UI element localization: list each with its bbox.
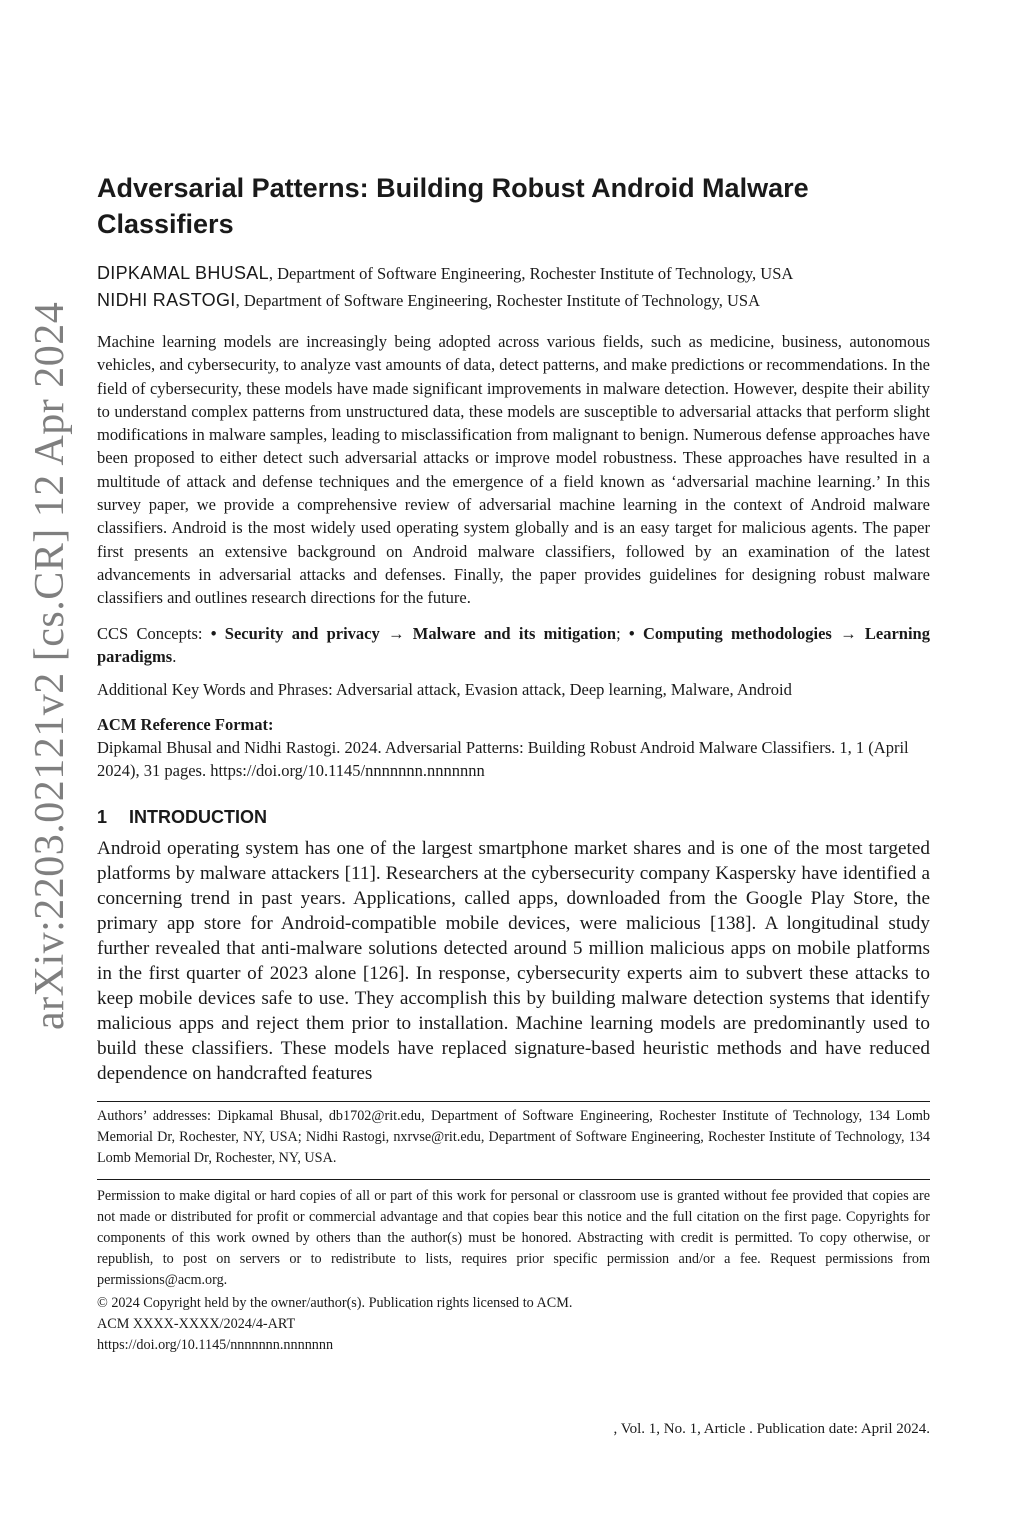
doi-link[interactable]: https://doi.org/10.1145/nnnnnnn.nnnnnnn xyxy=(97,1336,334,1353)
paper-title-line1: Adversarial Patterns: Building Robust Android Malware xyxy=(97,173,809,203)
ccs-concept-2: • Computing methodologies → Learning paradigms xyxy=(97,623,930,666)
paper-title-line2: Classifiers xyxy=(97,209,234,239)
authors-addresses: Authors’ addresses: Dipkamal Bhusal, db1702@rit.edu, Department of Software Engineering, Rochester Institute of Technology, 134 Lomb Memorial Dr, Rochester, NY, USA; Nidhi Rastogi, nxrvse@rit.edu, Department of Software Engineering, Rochester Institute of Technology, 134 Lomb Memorial Dr, Rochester, NY, USA. xyxy=(97,1107,930,1166)
introduction-body: Android operating system has one of the largest smartphone market shares and is one of the most targeted platforms by malware attackers [11]. Researchers at the cybersecurity company Kaspersky have identified a concerning trend in past years. Applications, called apps, downloaded from the Google Play Store, the primary app store for Android-compatible mobile devices, were malicious [138]. A longitudinal study further revealed that anti-malware solutions detected around 5 million malicious apps on mobile platforms in the first quarter of 2023 alone [126]. In response, cybersecurity experts aim to subvert these attacks to keep mobile devices safe to use. They accomplish this by building malware detection systems that identify malicious apps and reject them prior to installation. Machine learning models are predominantly used to build these classifiers. These models have replaced signature-based heuristic methods and have reduced dependence on handcrafted features xyxy=(97,837,930,1085)
author-line-2 xyxy=(97,287,930,314)
permission-notice: Permission to make digital or hard copies of all or part of this work for personal or classroom use is granted without fee provided that copies are not made or distributed for profit or commercial advantage and that copies bear this notice and the full citation on the first page. Copyrights for components of this work owned by others than the author(s) must be honored. Abstracting with credit is permitted. To copy otherwise, or republish, to post on servers or to redistribute to lists, requires prior specific permission and/or a fee. Request permissions from permissions@acm.org. xyxy=(97,1187,930,1288)
author-affiliation-2: , Department of Software Engineering, Rochester Institute of Technology, USA xyxy=(235,291,761,310)
ccs-separator: ; xyxy=(616,623,629,643)
paper-title xyxy=(97,170,930,242)
ccs-end: . xyxy=(172,646,177,666)
page-footer: , Vol. 1, No. 1, Article . Publication date: April 2024. xyxy=(613,1421,930,1437)
ccs-concepts xyxy=(97,622,930,668)
acm-identifier: ACM XXXX-XXXX/2024/4-ART xyxy=(97,1315,296,1332)
ccs-label: CCS Concepts: xyxy=(97,623,211,643)
abstract: Machine learning models are increasingly being adopted across various fields, such as medicine, business, autonomous vehicles, and cybersecurity, to analyze vast amounts of data, detect patterns, and make predictions or recommendations. In the field of cybersecurity, these models have made significant improvements in malware detection. However, despite their ability to understand complex patterns from unstructured data, these models are susceptible to adversarial attacks that perform slight modifications in malware samples, leading to misclassification from malignant to benign. Numerous defense approaches have been proposed to either detect such adversarial attacks or improve model robustness. These approaches have resulted in a multitude of attack and defense techniques and the emergence of a field known as ‘adversarial machine learning.’ In this survey paper, we provide a comprehensive review of adversarial machine learning in the context of Android malware classifiers. Android is the most widely used operating system globally and is an easy target for malicious agents. The paper first presents an extensive background on Android malware classifiers, followed by an examination of the latest advancements in adversarial attacks and defenses. Finally, the paper provides guidelines for designing robust malware classifiers and outlines research directions for the future. xyxy=(97,332,930,608)
keywords: Additional Key Words and Phrases: Adversarial attack, Evasion attack, Deep learning, Malware, Android xyxy=(97,679,792,699)
ccs-concept-1: • Security and privacy → Malware and its mitigation xyxy=(210,623,617,643)
section-heading xyxy=(97,804,930,830)
section-title: INTRODUCTION xyxy=(129,806,267,827)
section-number: 1 xyxy=(97,806,108,827)
author-line-1 xyxy=(97,260,930,287)
author-affiliation-1: , Department of Software Engineering, Rochester Institute of Technology, USA xyxy=(268,264,794,283)
reference-format-heading: ACM Reference Format: xyxy=(97,714,274,734)
arxiv-identifier-stamp: arXiv:2203.02121v2 [cs.CR] 12 Apr 2024 xyxy=(27,301,73,1030)
author-name-1: DIPKAMAL BHUSAL xyxy=(97,263,269,283)
page-content xyxy=(97,170,930,1356)
reference-format-text: Dipkamal Bhusal and Nidhi Rastogi. 2024. Adversarial Patterns: Building Robust Android Malware Classifiers. 1, 1 (April 2024), 31 pages. https://doi.org/10.1145/nnnnnnn.nnnnnnn xyxy=(97,737,909,780)
author-name-2: NIDHI RASTOGI xyxy=(97,290,236,310)
copyright-notice: © 2024 Copyright held by the owner/author(s). Publication rights licensed to ACM. xyxy=(97,1294,573,1311)
